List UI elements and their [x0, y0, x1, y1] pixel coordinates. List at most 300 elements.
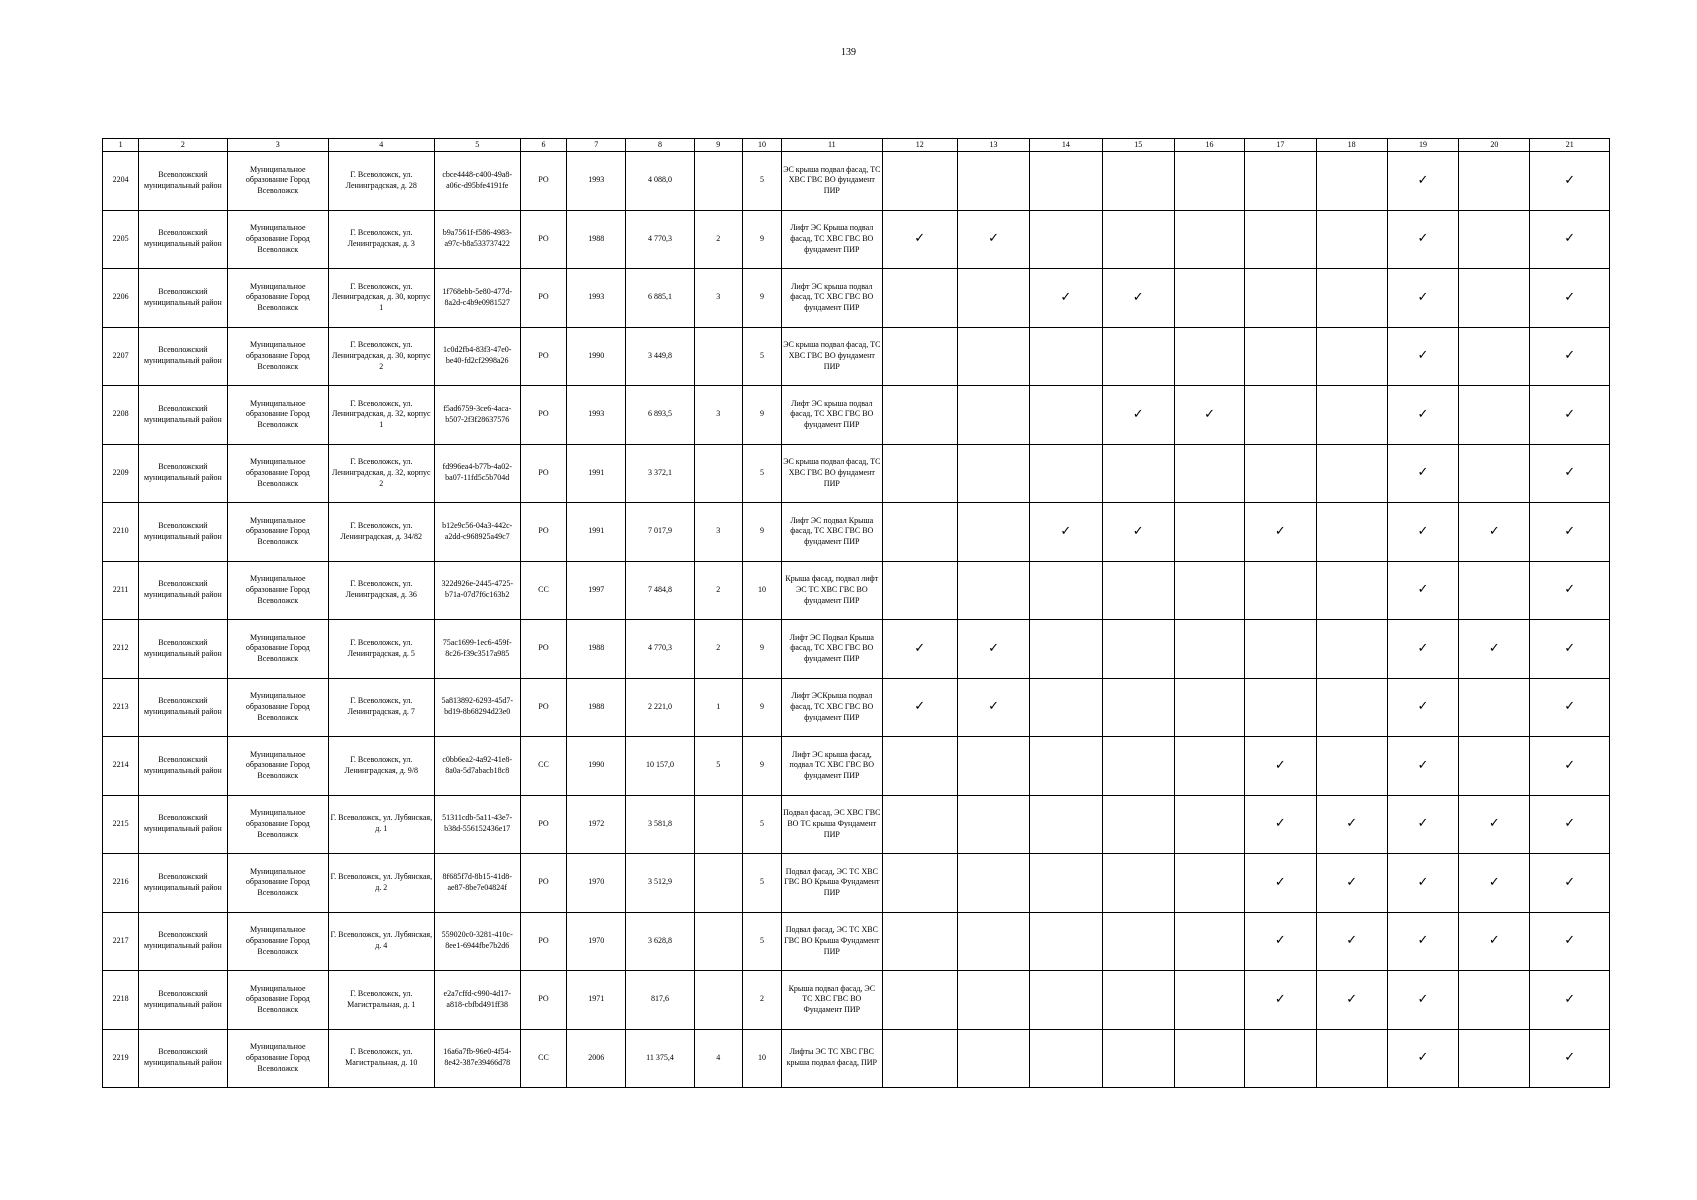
check-mark-icon: ✓ [1387, 620, 1458, 679]
empty-check-cell [1174, 971, 1244, 1030]
check-mark-icon: ✓ [1530, 152, 1610, 211]
column-number-11: 11 [782, 139, 882, 152]
table-row [103, 795, 1610, 854]
check-mark-icon: ✓ [1245, 971, 1316, 1030]
empty-check-cell [1245, 327, 1316, 386]
district-cell: Всеволожский муниципальный район [139, 971, 227, 1030]
empty-check-cell [957, 971, 1029, 1030]
row-number-cell: 2213 [103, 678, 139, 737]
check-mark-icon: ✓ [1387, 854, 1458, 913]
check-mark-icon: ✓ [957, 620, 1029, 679]
municipality-cell: Муниципальное образование Город Всеволожск [227, 444, 328, 503]
empty-check-cell [1030, 444, 1102, 503]
ownership-type-cell: СС [520, 737, 566, 796]
column-10-cell: 5 [742, 912, 781, 971]
empty-check-cell [1316, 386, 1387, 445]
column-10-cell: 5 [742, 152, 781, 211]
check-mark-icon: ✓ [1316, 854, 1387, 913]
guid-cell: 1c0d2fb4-83f3-47e0-be40-fd2cf2998a26 [434, 327, 520, 386]
column-10-cell: 5 [742, 795, 781, 854]
empty-check-cell [882, 854, 957, 913]
empty-check-cell [882, 327, 957, 386]
empty-check-cell [1174, 1029, 1244, 1088]
area-cell: 3 628,8 [626, 912, 694, 971]
column-10-cell: 9 [742, 269, 781, 328]
empty-check-cell [1316, 444, 1387, 503]
works-cell: Лифты ЭС ТС ХВС ГВС крыша подвал фасад, ПИР [782, 1029, 882, 1088]
empty-check-cell [1459, 561, 1530, 620]
address-cell: Г. Всеволожск, ул. Ленинградская, д. 34/82 [329, 503, 434, 562]
column-number-8: 8 [626, 139, 694, 152]
empty-check-cell [1030, 152, 1102, 211]
address-cell: Г. Всеволожск, ул. Ленинградская, д. 32, корпус 2 [329, 444, 434, 503]
municipality-cell: Муниципальное образование Город Всеволожск [227, 561, 328, 620]
column-9-cell [694, 912, 742, 971]
address-cell: Г. Всеволожск, ул. Ленинградская, д. 5 [329, 620, 434, 679]
check-mark-icon: ✓ [1102, 503, 1174, 562]
check-mark-icon: ✓ [1530, 1029, 1610, 1088]
district-cell: Всеволожский муниципальный район [139, 386, 227, 445]
column-10-cell: 5 [742, 327, 781, 386]
guid-cell: fd996ea4-b77b-4a02-ba07-11fd5c5b704d [434, 444, 520, 503]
address-cell: Г. Всеволожск, ул. Ленинградская, д. 9/8 [329, 737, 434, 796]
address-cell: Г. Всеволожск, ул. Ленинградская, д. 32, корпус 1 [329, 386, 434, 445]
table-row [103, 503, 1610, 562]
works-cell: Лифт ЭС Подвал Крыша фасад, ТС ХВС ГВС ВО фундамент ПИР [782, 620, 882, 679]
year-cell: 1971 [567, 971, 626, 1030]
empty-check-cell [882, 444, 957, 503]
check-mark-icon: ✓ [1530, 386, 1610, 445]
empty-check-cell [957, 912, 1029, 971]
row-number-cell: 2219 [103, 1029, 139, 1088]
empty-check-cell [957, 444, 1029, 503]
table-body [103, 152, 1610, 1088]
column-number-6: 6 [520, 139, 566, 152]
table-row [103, 386, 1610, 445]
column-number-row [103, 139, 1610, 152]
column-9-cell [694, 795, 742, 854]
empty-check-cell [1245, 210, 1316, 269]
district-cell: Всеволожский муниципальный район [139, 327, 227, 386]
check-mark-icon: ✓ [1316, 971, 1387, 1030]
column-number-20: 20 [1459, 139, 1530, 152]
empty-check-cell [1245, 678, 1316, 737]
check-mark-icon: ✓ [1387, 269, 1458, 328]
empty-check-cell [1174, 444, 1244, 503]
empty-check-cell [1245, 386, 1316, 445]
empty-check-cell [1102, 971, 1174, 1030]
municipality-cell: Муниципальное образование Город Всеволожск [227, 737, 328, 796]
ownership-type-cell: РО [520, 620, 566, 679]
empty-check-cell [1030, 971, 1102, 1030]
works-cell: Лифт ЭС крыша подвал фасад, ТС ХВС ГВС ВО фундамент ПИР [782, 386, 882, 445]
guid-cell: cbce4448-c400-49a8-a06c-d95bfe4191fe [434, 152, 520, 211]
year-cell: 1972 [567, 795, 626, 854]
empty-check-cell [1174, 620, 1244, 679]
municipality-cell: Муниципальное образование Город Всеволожск [227, 152, 328, 211]
municipality-cell: Муниципальное образование Город Всеволожск [227, 971, 328, 1030]
column-10-cell: 9 [742, 210, 781, 269]
column-number-15: 15 [1102, 139, 1174, 152]
column-number-21: 21 [1530, 139, 1610, 152]
column-10-cell: 5 [742, 854, 781, 913]
column-9-cell: 3 [694, 503, 742, 562]
ownership-type-cell: РО [520, 503, 566, 562]
year-cell: 1993 [567, 386, 626, 445]
check-mark-icon: ✓ [1530, 327, 1610, 386]
district-cell: Всеволожский муниципальный район [139, 269, 227, 328]
municipality-cell: Муниципальное образование Город Всеволожск [227, 269, 328, 328]
municipality-cell: Муниципальное образование Город Всеволожск [227, 503, 328, 562]
row-number-cell: 2211 [103, 561, 139, 620]
table-row [103, 737, 1610, 796]
district-cell: Всеволожский муниципальный район [139, 1029, 227, 1088]
area-cell: 4 770,3 [626, 620, 694, 679]
check-mark-icon: ✓ [1459, 854, 1530, 913]
municipality-cell: Муниципальное образование Город Всеволожск [227, 327, 328, 386]
address-cell: Г. Всеволожск, ул. Лубянская, д. 2 [329, 854, 434, 913]
empty-check-cell [1102, 737, 1174, 796]
ownership-type-cell: РО [520, 386, 566, 445]
table-row [103, 1029, 1610, 1088]
year-cell: 1997 [567, 561, 626, 620]
guid-cell: b12e9c56-04a3-442c-a2dd-c968925a49c7 [434, 503, 520, 562]
check-mark-icon: ✓ [1387, 386, 1458, 445]
column-9-cell: 1 [694, 678, 742, 737]
empty-check-cell [957, 386, 1029, 445]
check-mark-icon: ✓ [1530, 795, 1610, 854]
district-cell: Всеволожский муниципальный район [139, 210, 227, 269]
row-number-cell: 2217 [103, 912, 139, 971]
column-10-cell: 9 [742, 678, 781, 737]
municipality-cell: Муниципальное образование Город Всеволожск [227, 620, 328, 679]
empty-check-cell [882, 561, 957, 620]
check-mark-icon: ✓ [1530, 854, 1610, 913]
district-cell: Всеволожский муниципальный район [139, 912, 227, 971]
column-9-cell [694, 327, 742, 386]
ownership-type-cell: РО [520, 327, 566, 386]
check-mark-icon: ✓ [1030, 503, 1102, 562]
works-cell: Подвал фасад, ЭС ТС ХВС ГВС ВО Крыша Фундамент ПИР [782, 912, 882, 971]
row-number-cell: 2204 [103, 152, 139, 211]
check-mark-icon: ✓ [1245, 737, 1316, 796]
column-10-cell: 5 [742, 444, 781, 503]
check-mark-icon: ✓ [1387, 912, 1458, 971]
empty-check-cell [1459, 1029, 1530, 1088]
area-cell: 7 484,8 [626, 561, 694, 620]
guid-cell: 5a813892-6293-45d7-bd19-8b68294d23e0 [434, 678, 520, 737]
empty-check-cell [882, 269, 957, 328]
column-number-18: 18 [1316, 139, 1387, 152]
empty-check-cell [1102, 210, 1174, 269]
empty-check-cell [1174, 678, 1244, 737]
empty-check-cell [1102, 678, 1174, 737]
check-mark-icon: ✓ [1530, 737, 1610, 796]
ownership-type-cell: РО [520, 912, 566, 971]
check-mark-icon: ✓ [1387, 444, 1458, 503]
check-mark-icon: ✓ [1102, 269, 1174, 328]
works-cell: Лифт ЭСКрыша подвал фасад, ТС ХВС ГВС ВО фундамент ПИР [782, 678, 882, 737]
empty-check-cell [1102, 444, 1174, 503]
check-mark-icon: ✓ [1387, 152, 1458, 211]
district-cell: Всеволожский муниципальный район [139, 561, 227, 620]
check-mark-icon: ✓ [1387, 737, 1458, 796]
column-10-cell: 10 [742, 1029, 781, 1088]
check-mark-icon: ✓ [1530, 971, 1610, 1030]
address-cell: Г. Всеволожск, ул. Ленинградская, д. 28 [329, 152, 434, 211]
empty-check-cell [1030, 561, 1102, 620]
row-number-cell: 2216 [103, 854, 139, 913]
empty-check-cell [1102, 912, 1174, 971]
column-9-cell [694, 971, 742, 1030]
empty-check-cell [1316, 503, 1387, 562]
column-number-13: 13 [957, 139, 1029, 152]
empty-check-cell [957, 503, 1029, 562]
year-cell: 1970 [567, 854, 626, 913]
empty-check-cell [957, 737, 1029, 796]
column-number-7: 7 [567, 139, 626, 152]
empty-check-cell [882, 503, 957, 562]
year-cell: 1988 [567, 620, 626, 679]
column-9-cell: 4 [694, 1029, 742, 1088]
empty-check-cell [1245, 561, 1316, 620]
district-cell: Всеволожский муниципальный район [139, 854, 227, 913]
check-mark-icon: ✓ [1530, 678, 1610, 737]
table-row [103, 561, 1610, 620]
check-mark-icon: ✓ [1530, 561, 1610, 620]
check-mark-icon: ✓ [1530, 269, 1610, 328]
row-number-cell: 2212 [103, 620, 139, 679]
empty-check-cell [957, 1029, 1029, 1088]
empty-check-cell [1030, 854, 1102, 913]
empty-check-cell [1030, 1029, 1102, 1088]
empty-check-cell [1030, 678, 1102, 737]
empty-check-cell [1174, 854, 1244, 913]
page-number: 139 [841, 47, 856, 58]
municipality-cell: Муниципальное образование Город Всеволожск [227, 386, 328, 445]
check-mark-icon: ✓ [1030, 269, 1102, 328]
empty-check-cell [882, 971, 957, 1030]
row-number-cell: 2206 [103, 269, 139, 328]
guid-cell: c0bb6ea2-4a92-41e8-8a0a-5d7abacb18c8 [434, 737, 520, 796]
guid-cell: 51311cdb-5a11-43e7-b38d-556152436e17 [434, 795, 520, 854]
empty-check-cell [1102, 854, 1174, 913]
check-mark-icon: ✓ [882, 620, 957, 679]
year-cell: 1991 [567, 444, 626, 503]
check-mark-icon: ✓ [1387, 971, 1458, 1030]
empty-check-cell [1316, 620, 1387, 679]
address-cell: Г. Всеволожск, ул. Ленинградская, д. 7 [329, 678, 434, 737]
area-cell: 6 885,1 [626, 269, 694, 328]
empty-check-cell [1102, 620, 1174, 679]
column-number-2: 2 [139, 139, 227, 152]
empty-check-cell [1245, 620, 1316, 679]
column-number-1: 1 [103, 139, 139, 152]
column-number-4: 4 [329, 139, 434, 152]
district-cell: Всеволожский муниципальный район [139, 620, 227, 679]
district-cell: Всеволожский муниципальный район [139, 737, 227, 796]
check-mark-icon: ✓ [1530, 210, 1610, 269]
empty-check-cell [1102, 561, 1174, 620]
empty-check-cell [1316, 561, 1387, 620]
district-cell: Всеволожский муниципальный район [139, 152, 227, 211]
works-cell: Лифт ЭС крыша подвал фасад, ТС ХВС ГВС ВО фундамент ПИР [782, 269, 882, 328]
ownership-type-cell: РО [520, 971, 566, 1030]
area-cell: 3 372,1 [626, 444, 694, 503]
works-cell: Подвал фасад, ЭС ХВС ГВС ВО ТС крыша Фундамент ПИР [782, 795, 882, 854]
year-cell: 1993 [567, 152, 626, 211]
row-number-cell: 2218 [103, 971, 139, 1030]
year-cell: 1970 [567, 912, 626, 971]
column-9-cell: 2 [694, 561, 742, 620]
ownership-type-cell: РО [520, 854, 566, 913]
municipality-cell: Муниципальное образование Город Всеволожск [227, 210, 328, 269]
ownership-type-cell: РО [520, 795, 566, 854]
empty-check-cell [1316, 1029, 1387, 1088]
address-cell: Г. Всеволожск, ул. Ленинградская, д. 30, корпус 1 [329, 269, 434, 328]
area-cell: 10 157,0 [626, 737, 694, 796]
area-cell: 4 770,3 [626, 210, 694, 269]
column-10-cell: 9 [742, 503, 781, 562]
column-10-cell: 2 [742, 971, 781, 1030]
column-9-cell: 5 [694, 737, 742, 796]
row-number-cell: 2209 [103, 444, 139, 503]
column-number-5: 5 [434, 139, 520, 152]
check-mark-icon: ✓ [1530, 503, 1610, 562]
empty-check-cell [1030, 210, 1102, 269]
empty-check-cell [1102, 327, 1174, 386]
empty-check-cell [1030, 737, 1102, 796]
table-row [103, 444, 1610, 503]
area-cell: 3 449,8 [626, 327, 694, 386]
empty-check-cell [1459, 444, 1530, 503]
empty-check-cell [1316, 210, 1387, 269]
empty-check-cell [957, 152, 1029, 211]
empty-check-cell [957, 795, 1029, 854]
check-mark-icon: ✓ [1245, 912, 1316, 971]
check-mark-icon: ✓ [1387, 327, 1458, 386]
column-number-17: 17 [1245, 139, 1316, 152]
empty-check-cell [1174, 561, 1244, 620]
check-mark-icon: ✓ [1387, 210, 1458, 269]
row-number-cell: 2207 [103, 327, 139, 386]
row-number-cell: 2210 [103, 503, 139, 562]
row-number-cell: 2215 [103, 795, 139, 854]
check-mark-icon: ✓ [1530, 444, 1610, 503]
table-row [103, 971, 1610, 1030]
empty-check-cell [1030, 386, 1102, 445]
column-9-cell: 2 [694, 210, 742, 269]
empty-check-cell [1174, 503, 1244, 562]
column-9-cell: 3 [694, 269, 742, 328]
empty-check-cell [1316, 327, 1387, 386]
district-cell: Всеволожский муниципальный район [139, 795, 227, 854]
empty-check-cell [1245, 269, 1316, 328]
municipality-cell: Муниципальное образование Город Всеволожск [227, 854, 328, 913]
check-mark-icon: ✓ [882, 678, 957, 737]
check-mark-icon: ✓ [1245, 795, 1316, 854]
empty-check-cell [1102, 152, 1174, 211]
empty-check-cell [1174, 737, 1244, 796]
column-10-cell: 9 [742, 386, 781, 445]
row-number-cell: 2214 [103, 737, 139, 796]
ownership-type-cell: РО [520, 210, 566, 269]
empty-check-cell [882, 152, 957, 211]
housing-register-table [102, 138, 1610, 1088]
column-9-cell: 2 [694, 620, 742, 679]
table-row [103, 912, 1610, 971]
check-mark-icon: ✓ [1530, 912, 1610, 971]
area-cell: 3 512,9 [626, 854, 694, 913]
table-row [103, 678, 1610, 737]
column-number-12: 12 [882, 139, 957, 152]
column-number-14: 14 [1030, 139, 1102, 152]
check-mark-icon: ✓ [957, 210, 1029, 269]
area-cell: 817,6 [626, 971, 694, 1030]
table-row [103, 854, 1610, 913]
works-cell: ЭС крыша подвал фасад, ТС ХВС ГВС ВО фундамент ПИР [782, 152, 882, 211]
check-mark-icon: ✓ [1459, 503, 1530, 562]
works-cell: Лифт ЭС Крыша подвал фасад, ТС ХВС ГВС ВО фундамент ПИР [782, 210, 882, 269]
check-mark-icon: ✓ [1387, 561, 1458, 620]
municipality-cell: Муниципальное образование Город Всеволожск [227, 795, 328, 854]
empty-check-cell [882, 795, 957, 854]
guid-cell: f5ad6759-3ce6-4aca-b507-2f3f28637576 [434, 386, 520, 445]
check-mark-icon: ✓ [1387, 1029, 1458, 1088]
table-row [103, 152, 1610, 211]
table-row [103, 269, 1610, 328]
year-cell: 1993 [567, 269, 626, 328]
row-number-cell: 2208 [103, 386, 139, 445]
check-mark-icon: ✓ [1530, 620, 1610, 679]
column-9-cell [694, 152, 742, 211]
empty-check-cell [1459, 386, 1530, 445]
works-cell: Подвал фасад, ЭС ТС ХВС ГВС ВО Крыша Фундамент ПИР [782, 854, 882, 913]
area-cell: 7 017,9 [626, 503, 694, 562]
guid-cell: 1f768ebb-5e80-477d-8a2d-c4b9e0981527 [434, 269, 520, 328]
address-cell: Г. Всеволожск, ул. Ленинградская, д. 3 [329, 210, 434, 269]
check-mark-icon: ✓ [1459, 620, 1530, 679]
empty-check-cell [882, 1029, 957, 1088]
guid-cell: e2a7cffd-c990-4d17-a818-cbfbd491ff38 [434, 971, 520, 1030]
district-cell: Всеволожский муниципальный район [139, 503, 227, 562]
address-cell: Г. Всеволожск, ул. Ленинградская, д. 30, корпус 2 [329, 327, 434, 386]
empty-check-cell [882, 737, 957, 796]
empty-check-cell [957, 854, 1029, 913]
empty-check-cell [957, 327, 1029, 386]
ownership-type-cell: РО [520, 444, 566, 503]
empty-check-cell [1245, 152, 1316, 211]
guid-cell: 16a6a7fb-96e0-4f54-8e42-387e39466d78 [434, 1029, 520, 1088]
empty-check-cell [1459, 269, 1530, 328]
check-mark-icon: ✓ [1245, 503, 1316, 562]
guid-cell: 322d926e-2445-4725-b71a-07d7f6c163b2 [434, 561, 520, 620]
column-9-cell: 3 [694, 386, 742, 445]
empty-check-cell [1174, 152, 1244, 211]
year-cell: 2006 [567, 1029, 626, 1088]
column-number-16: 16 [1174, 139, 1244, 152]
area-cell: 4 088,0 [626, 152, 694, 211]
check-mark-icon: ✓ [1174, 386, 1244, 445]
area-cell: 11 375,4 [626, 1029, 694, 1088]
empty-check-cell [1459, 210, 1530, 269]
municipality-cell: Муниципальное образование Город Всеволожск [227, 678, 328, 737]
empty-check-cell [1174, 912, 1244, 971]
year-cell: 1988 [567, 678, 626, 737]
empty-check-cell [957, 269, 1029, 328]
ownership-type-cell: РО [520, 152, 566, 211]
address-cell: Г. Всеволожск, ул. Магистральная, д. 1 [329, 971, 434, 1030]
